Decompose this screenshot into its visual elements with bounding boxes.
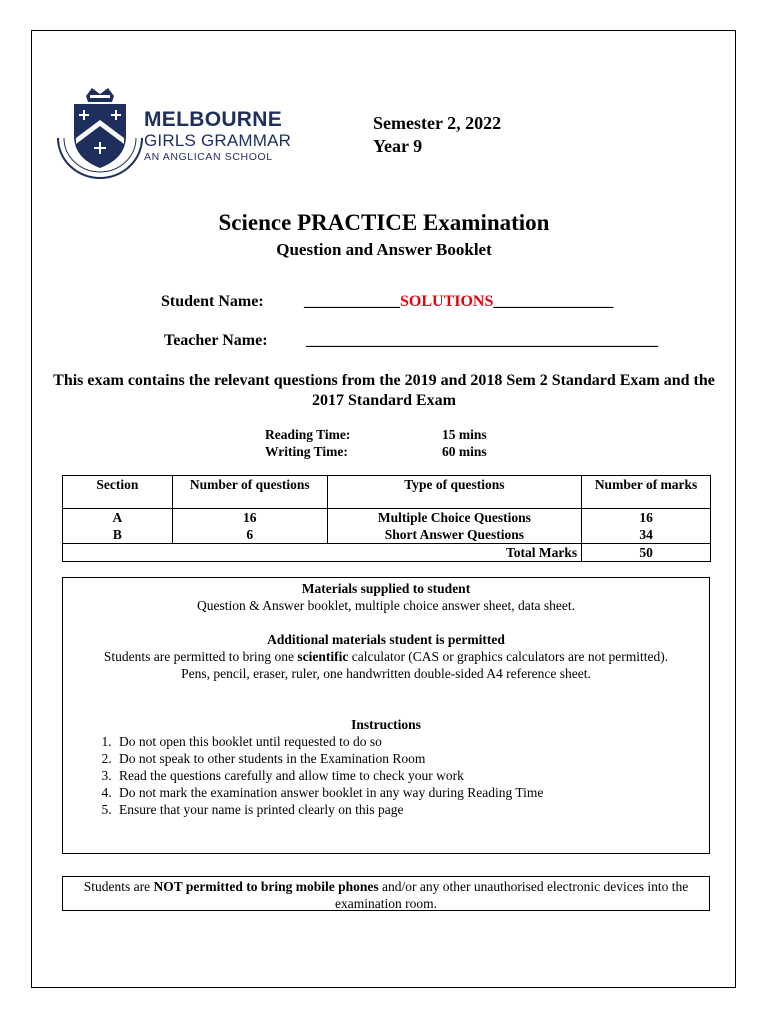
warning-emphasis: NOT permitted to bring mobile phones [153, 879, 379, 894]
cell-section: B [63, 526, 173, 544]
school-wordmark [144, 109, 291, 164]
writing-time-value: 60 mins [442, 444, 487, 459]
writing-time-label: Writing Time: [265, 444, 348, 459]
student-name-underline-after: _______________ [493, 293, 614, 310]
sections-table [62, 475, 711, 562]
table-row [63, 509, 711, 527]
mobile-phone-warning: Students are NOT permitted to bring mobile phones and/or any other unauthorised electronic devices into the examination room. [62, 876, 710, 911]
header-number-of-questions: Number of questions [172, 476, 327, 509]
student-name-field[interactable] [304, 293, 613, 311]
cell-type: Short Answer Questions [327, 526, 582, 544]
school-subtitle: GIRLS GRAMMAR [144, 131, 292, 150]
calculator-type: scientific [297, 649, 349, 664]
additional-materials-heading: Additional materials student is permitted [267, 632, 505, 647]
year-level: Year 9 [373, 136, 423, 156]
header-section: Section [63, 476, 173, 509]
time-values [442, 426, 487, 460]
reading-time-label: Reading Time: [265, 427, 351, 442]
list-item: 4. Do not mark the examination answer booklet in any way during Reading Time [115, 784, 709, 801]
exam-meta [373, 112, 501, 158]
semester-text: Semester 2, 2022 [373, 113, 502, 133]
cell-marks: 34 [582, 526, 711, 544]
exam-intro: This exam contains the relevant questions from the 2019 and 2018 Sem 2 Standard Exam and the 2017 Standard Exam [53, 372, 715, 409]
reading-time-value: 15 mins [442, 427, 487, 442]
list-item: 2. Do not speak to other students in the Examination Room [115, 750, 709, 767]
total-row [63, 544, 711, 562]
school-tagline: AN ANGLICAN SCHOOL [144, 151, 273, 163]
cell-section: A [63, 509, 173, 527]
student-name-underline-before: ____________ [304, 293, 400, 310]
materials-box [62, 577, 710, 854]
cell-marks: 16 [582, 509, 711, 527]
exam-subtitle: Question and Answer Booklet [276, 240, 492, 259]
list-item: 5. Ensure that your name is printed clearly on this page [115, 801, 709, 818]
cell-type: Multiple Choice Questions [327, 509, 582, 527]
teacher-name-label: Teacher Name: [164, 332, 268, 349]
instructions-heading: Instructions [351, 717, 421, 732]
other-materials-text: Pens, pencil, eraser, ruler, one handwritten double-sided A4 reference sheet. [181, 666, 591, 681]
teacher-name-field[interactable]: ____________________________________________ [306, 332, 658, 349]
materials-text: Question & Answer booklet, multiple choice answer sheet, data sheet. [197, 598, 575, 613]
list-item: 3. Read the questions carefully and allow time to check your work [115, 767, 709, 784]
header-number-of-marks: Number of marks [582, 476, 711, 509]
total-marks-value: 50 [582, 544, 711, 562]
calculator-text: Students are permitted to bring one scientific calculator (CAS or graphics calculators are not permitted). [103, 649, 669, 664]
table-header-row [63, 476, 711, 509]
instructions-list [63, 733, 709, 818]
table-row [63, 526, 711, 544]
header-type-of-questions: Type of questions [327, 476, 582, 509]
school-name: MELBOURNE [144, 108, 283, 131]
cell-count: 16 [172, 509, 327, 527]
exam-title: Science PRACTICE Examination [218, 210, 550, 235]
total-marks-label: Total Marks [63, 544, 582, 562]
student-name-value: SOLUTIONS [400, 293, 494, 310]
student-name-label: Student Name: [161, 293, 264, 310]
time-labels [265, 426, 350, 460]
materials-heading: Materials supplied to student [301, 581, 471, 596]
cell-count: 6 [172, 526, 327, 544]
list-item: 1. Do not open this booklet until requested to do so [115, 733, 709, 750]
